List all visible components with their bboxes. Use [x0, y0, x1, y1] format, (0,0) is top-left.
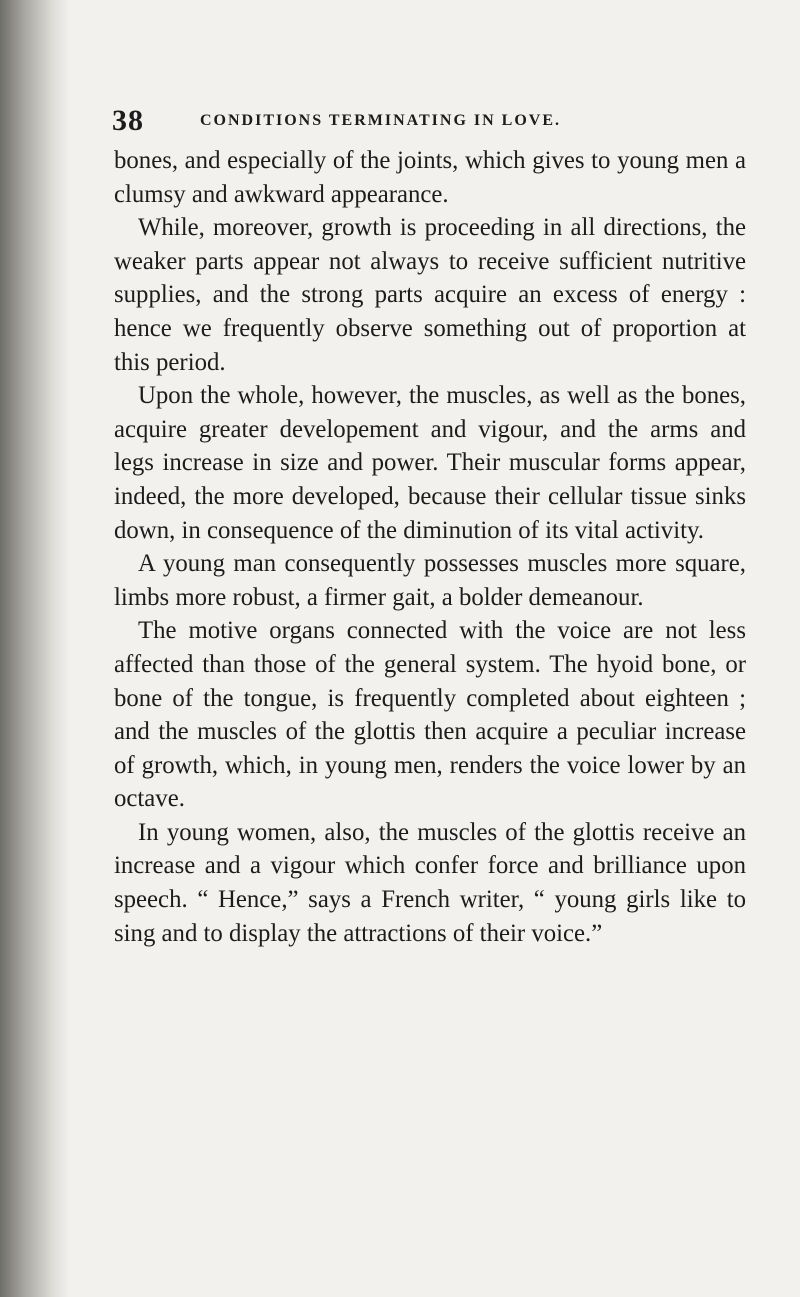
paragraph-2: While, moreover, growth is proceeding in all directions, the weaker parts appear not always to receive sufficient nutritive supplies, and the strong parts acquire an excess of energy : hence we frequently observe something out of proportion at this period. [114, 214, 746, 376]
paragraph-6: In young women, also, the muscles of the glottis receive an increase and a vigour which confer force and brilliance upon speech. “ Hence,” says a French writer, “ young girls like to sing and to display the attractions of their voice.” [114, 818, 746, 947]
body-text [114, 144, 746, 950]
page-header [112, 104, 752, 138]
page-number: 38 [112, 104, 144, 137]
paragraph-5: The motive organs connected with the voice are not less affected than those of the general system. The hyoid bone, or bone of the tongue, is frequently completed about eighteen ; and the muscles of the glottis then acquire a peculiar increase of growth, which, in young men, renders the voice lower by an octave. [114, 617, 746, 813]
paragraph-1: bones, and especially of the joints, which gives to young men a clumsy and awkward appearance. [114, 147, 746, 208]
running-head: CONDITIONS TERMINATING IN LOVE. [200, 112, 562, 129]
paragraph-3: Upon the whole, however, the muscles, as well as the bones, acquire greater developement and vigour, and the arms and legs increase in size and power. Their muscular forms appear, indeed, the more developed, because their cellular tissue sinks down, in consequence of the diminution of its vital activity. [114, 382, 746, 544]
paragraph-4: A young man consequently possesses muscles more square, limbs more robust, a firmer gait, a bolder demeanour. [114, 550, 746, 611]
page-binding-shadow [0, 0, 70, 1297]
